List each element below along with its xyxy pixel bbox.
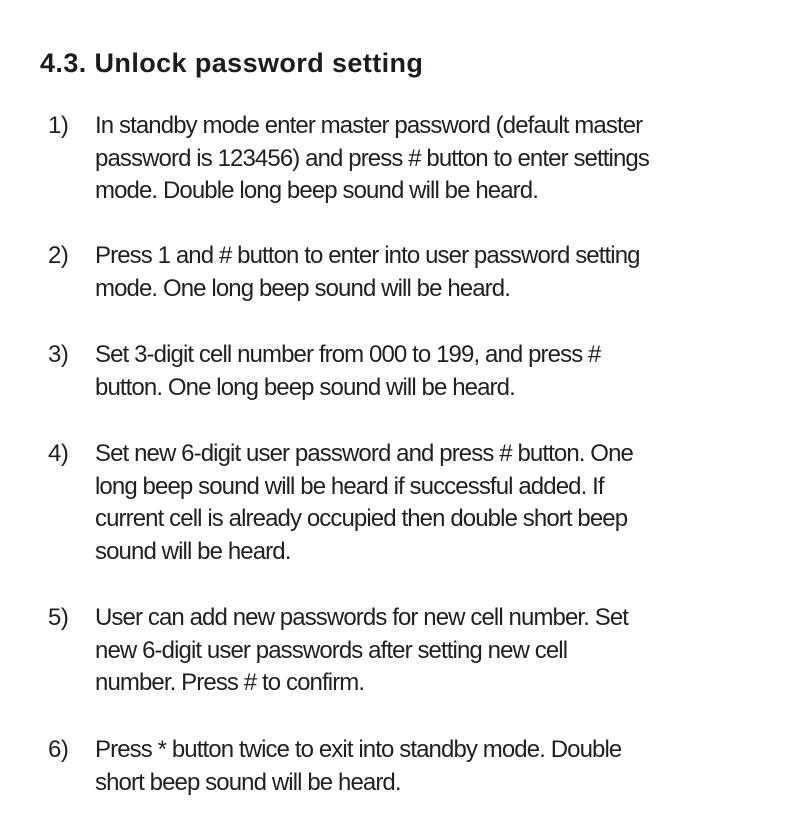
section-title: 4.3. Unlock password setting [40, 48, 424, 78]
step-number: 4) [48, 440, 69, 467]
step-line: button. One long beep sound will be heard. [95, 373, 515, 401]
step-text [95, 240, 735, 305]
step-text [95, 339, 735, 404]
step-text [95, 438, 735, 568]
step-line: sound will be heard. [95, 537, 291, 565]
step-line: short beep sound will be heard. [95, 768, 401, 796]
step-number: 3) [48, 341, 69, 368]
step-number: 2) [48, 242, 69, 269]
step-text [95, 734, 735, 799]
step-line: Set 3-digit cell number from 000 to 199, and press # [95, 341, 601, 368]
step-number: 5) [48, 604, 69, 631]
step-number: 6) [48, 736, 69, 763]
step-line: mode. One long beep sound will be heard. [95, 274, 510, 302]
step-line: Set new 6-digit user password and press # button. One [95, 440, 633, 467]
step-line: current cell is already occupied then double short beep [95, 505, 628, 532]
step-line: mode. Double long beep sound will be heard. [95, 177, 538, 204]
step-line: Press * button twice to exit into standby mode. Double [95, 736, 622, 763]
step-line: password is 123456) and press # button to enter settings [95, 144, 649, 172]
step-line: In standby mode enter master password (default master [95, 112, 643, 139]
step-text [95, 602, 735, 700]
step-line: number. Press # to confirm. [95, 669, 365, 696]
step-line: User can add new passwords for new cell number. Set [95, 604, 629, 631]
step-text [95, 110, 735, 208]
step-line: Press 1 and # button to enter into user password setting [95, 242, 640, 269]
step-number: 1) [48, 112, 69, 139]
step-line: long beep sound will be heard if successful added. If [95, 472, 604, 500]
step-line: new 6-digit user passwords after setting new cell [95, 636, 568, 664]
